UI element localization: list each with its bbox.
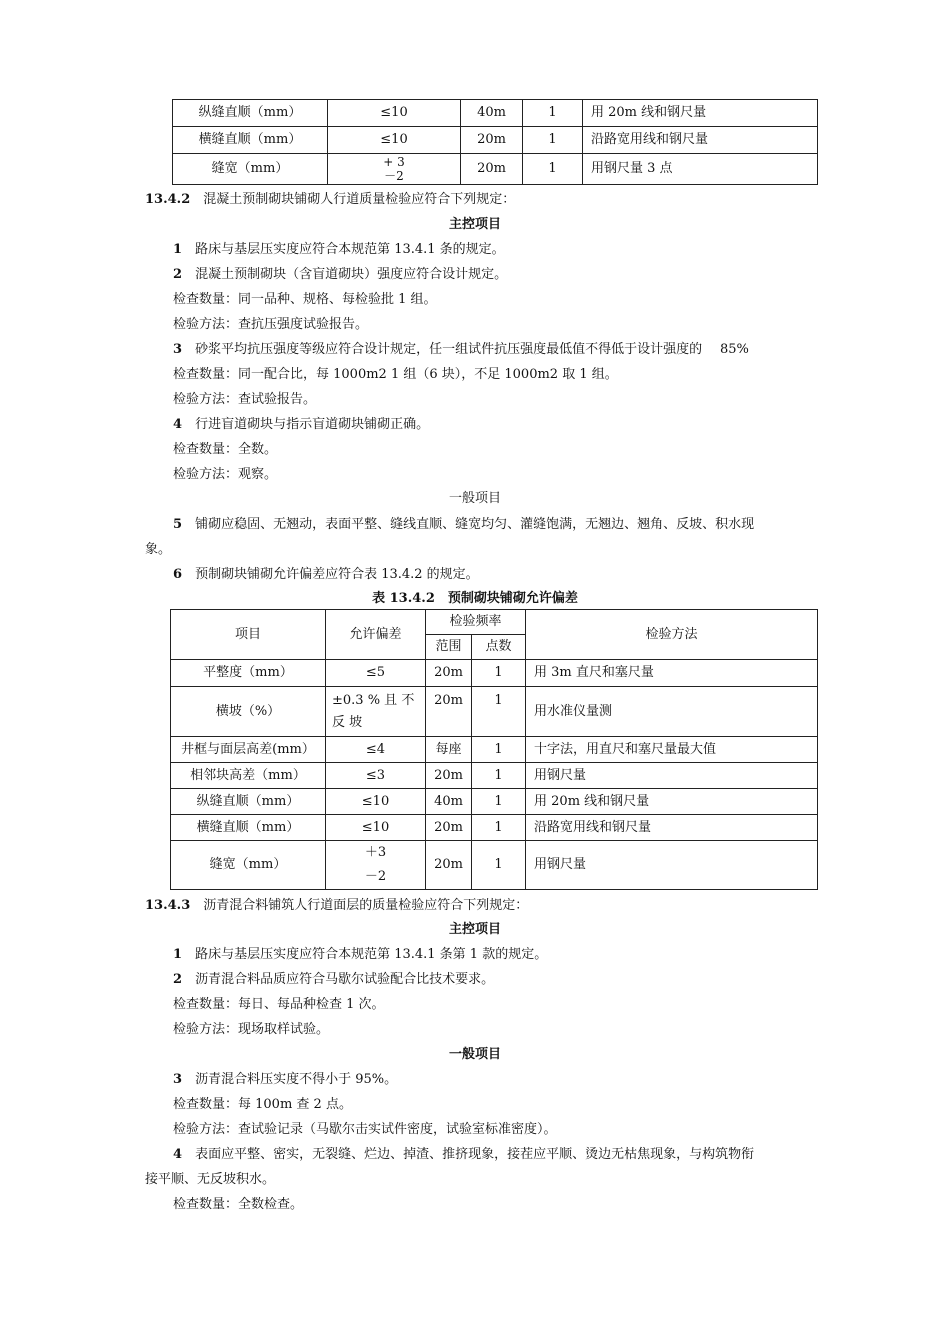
item-cell: 横坡（%） [171, 687, 326, 737]
overlapping-value: 85% [720, 342, 749, 357]
clause-number: 3 [173, 1072, 183, 1087]
clause-4-continued: 接平顺、无反坡积水。 [145, 1172, 276, 1187]
clause-number: 6 [173, 567, 183, 582]
range-cell: 20m [426, 763, 472, 789]
clause-text: 沥青混合料压实度不得小于 95%。 [195, 1072, 398, 1087]
header-item: 项目 [171, 610, 326, 660]
tolerance-plus: ＋3 [364, 845, 387, 860]
table-row [171, 815, 818, 841]
clause-text: 路床与基层压实度应符合本规范第 13.4.1 条的规定。 [195, 242, 505, 257]
clause-text: 路床与基层压实度应符合本规范第 13.4.1 条第 1 款的规定。 [195, 947, 548, 962]
inspection-method: 检验方法：查抗压强度试验报告。 [173, 317, 369, 332]
table-caption: 表 13.4.2 预制砌块铺砌允许偏差 [372, 591, 578, 606]
table-row [173, 127, 818, 154]
range-cell: 每座 [426, 737, 472, 763]
section-number: 13.4.2 [145, 192, 191, 207]
table-header-row [171, 610, 818, 635]
method-cell: 用钢尺量 3 点 [583, 154, 818, 185]
table-row [171, 687, 818, 737]
clause-2 [173, 971, 494, 989]
section-heading-13-4-2 [145, 191, 515, 209]
method-cell: 沿路宽用线和钢尺量 [583, 127, 818, 154]
points-cell: 1 [523, 154, 583, 185]
item-cell: 纵缝直顺（mm） [171, 789, 326, 815]
inspection-quantity: 检查数量：同一品种、规格、每检验批 1 组。 [173, 292, 437, 307]
method-cell: 用钢尺量 [526, 841, 818, 890]
clause-number: 2 [173, 267, 183, 282]
range-cell: 40m [461, 100, 523, 127]
tolerance-cell: ≤10 [328, 127, 461, 154]
points-cell: 1 [472, 687, 526, 737]
tolerance-cell: ≤3 [326, 763, 426, 789]
inspection-method: 检验方法：现场取样试验。 [173, 1022, 330, 1037]
main-items-title: 主控项目 [448, 922, 501, 937]
range-cell: 20m [461, 154, 523, 185]
general-items-title: 一般项目 [448, 491, 501, 506]
tolerance-plus: + 3 [383, 155, 405, 169]
top-table [172, 99, 818, 185]
points-cell: 1 [523, 100, 583, 127]
points-cell: 1 [472, 789, 526, 815]
inspection-method: 检验方法：查试验报告。 [173, 392, 317, 407]
tolerance-cell: ±0.3 % 且 不 反 坡 [326, 687, 426, 737]
deviation-table [170, 609, 818, 890]
table-row [171, 763, 818, 789]
section-heading-13-4-3 [145, 897, 528, 915]
tolerance-cell: ≤5 [326, 660, 426, 687]
range-cell: 20m [426, 815, 472, 841]
clause-number: 4 [173, 417, 183, 432]
table-row [171, 841, 818, 890]
header-frequency: 检验频率 [426, 610, 526, 635]
clause-text: 预制砌块铺砌允许偏差应符合表 13.4.2 的规定。 [195, 567, 479, 582]
tolerance-cell: ≤10 [326, 815, 426, 841]
general-items-title: 一般项目 [448, 1047, 501, 1062]
method-cell: 用水准仪量测 [526, 687, 818, 737]
section-number: 13.4.3 [145, 898, 191, 913]
item-cell: 平整度（mm） [171, 660, 326, 687]
clause-1 [173, 241, 505, 259]
item-cell: 缝宽（mm） [173, 154, 328, 185]
range-cell: 40m [426, 789, 472, 815]
clause-text: 混凝土预制砌块（含盲道砌块）强度应符合设计规定。 [195, 267, 508, 282]
method-cell: 用 20m 线和钢尺量 [526, 789, 818, 815]
clause-number: 1 [173, 242, 183, 257]
clause-number: 3 [173, 342, 183, 357]
item-cell: 相邻块高差（mm） [171, 763, 326, 789]
item-cell: 纵缝直顺（mm） [173, 100, 328, 127]
points-cell: 1 [472, 841, 526, 890]
item-cell: 横缝直顺（mm） [171, 815, 326, 841]
method-cell: 用 3m 直尺和塞尺量 [526, 660, 818, 687]
tolerance-minus: －2 [384, 169, 404, 183]
inspection-method: 检验方法：观察。 [173, 467, 278, 482]
clause-2 [173, 266, 507, 284]
range-cell: 20m [426, 687, 472, 737]
header-tolerance: 允许偏差 [326, 610, 426, 660]
table-row [173, 154, 818, 185]
table-row [171, 660, 818, 687]
points-cell: 1 [472, 660, 526, 687]
method-cell: 用 20m 线和钢尺量 [583, 100, 818, 127]
tolerance-cell: ≤4 [326, 737, 426, 763]
clause-number: 2 [173, 972, 183, 987]
clause-4 [173, 416, 429, 434]
tolerance-minus: －2 [364, 869, 387, 884]
clause-text: 沥青混合料品质应符合马歇尔试验配合比技术要求。 [195, 972, 495, 987]
item-cell: 井框与面层高差(mm） [171, 737, 326, 763]
tolerance-cell: ≤10 [326, 789, 426, 815]
clause-text: 砂浆平均抗压强度等级应符合设计规定，任一组试件抗压强度最低值不得低于设计强度的 [195, 342, 703, 357]
table-row [171, 789, 818, 815]
inspection-method: 检验方法：查试验记录（马歇尔击实试件密度，试验室标准密度）。 [173, 1122, 557, 1137]
item-cell: 横缝直顺（mm） [173, 127, 328, 154]
main-items-title: 主控项目 [448, 217, 501, 232]
table-row [171, 737, 818, 763]
points-cell: 1 [472, 763, 526, 789]
clause-number: 1 [173, 947, 183, 962]
method-cell: 十字法，用直尺和塞尺量最大值 [526, 737, 818, 763]
header-method: 检验方法 [526, 610, 818, 660]
clause-6 [173, 566, 479, 584]
inspection-quantity: 检查数量：全数。 [173, 442, 278, 457]
method-cell: 用钢尺量 [526, 763, 818, 789]
method-cell: 沿路宽用线和钢尺量 [526, 815, 818, 841]
clause-text: 表面应平整、密实，无裂缝、烂边、掉渣、推挤现象，接茬应平顺、烫边无枯焦现象，与构筑物衔 [195, 1147, 755, 1162]
inspection-quantity: 检查数量：全数检查。 [173, 1197, 304, 1212]
table-row [173, 100, 818, 127]
item-cell: 缝宽（mm） [171, 841, 326, 890]
clause-5 [173, 516, 754, 534]
clause-number: 5 [173, 517, 183, 532]
clause-5-continued: 象。 [145, 542, 172, 557]
inspection-quantity: 检查数量：每 100m 查 2 点。 [173, 1097, 352, 1112]
range-cell: 20m [461, 127, 523, 154]
points-cell: 1 [472, 737, 526, 763]
points-cell: 1 [523, 127, 583, 154]
range-cell: 20m [426, 660, 472, 687]
clause-3 [173, 1071, 397, 1089]
clause-3 [173, 341, 702, 359]
tolerance-cell [328, 154, 461, 185]
clause-1 [173, 946, 547, 964]
tolerance-cell: ≤10 [328, 100, 461, 127]
tolerance-cell [326, 841, 426, 890]
range-cell: 20m [426, 841, 472, 890]
clause-text: 铺砌应稳固、无翘动，表面平整、缝线直顺、缝宽均匀、灌缝饱满，无翘边、翘角、反坡、积水现 [195, 517, 755, 532]
clause-4 [173, 1146, 754, 1164]
inspection-quantity: 检查数量：每日、每品种检查 1 次。 [173, 997, 385, 1012]
section-title: 沥青混合料铺筑人行道面层的质量检验应符合下列规定： [203, 898, 529, 913]
inspection-quantity: 检查数量：同一配合比，每 1000m2 1 组（6 块），不足 1000m2 取 1 组。 [173, 367, 618, 382]
clause-text: 行进盲道砌块与指示盲道砌块铺砌正确。 [195, 417, 430, 432]
points-cell: 1 [472, 815, 526, 841]
section-title: 混凝土预制砌块铺砌人行道质量检验应符合下列规定： [203, 192, 516, 207]
header-points: 点数 [472, 635, 526, 660]
clause-number: 4 [173, 1147, 183, 1162]
header-range: 范围 [426, 635, 472, 660]
